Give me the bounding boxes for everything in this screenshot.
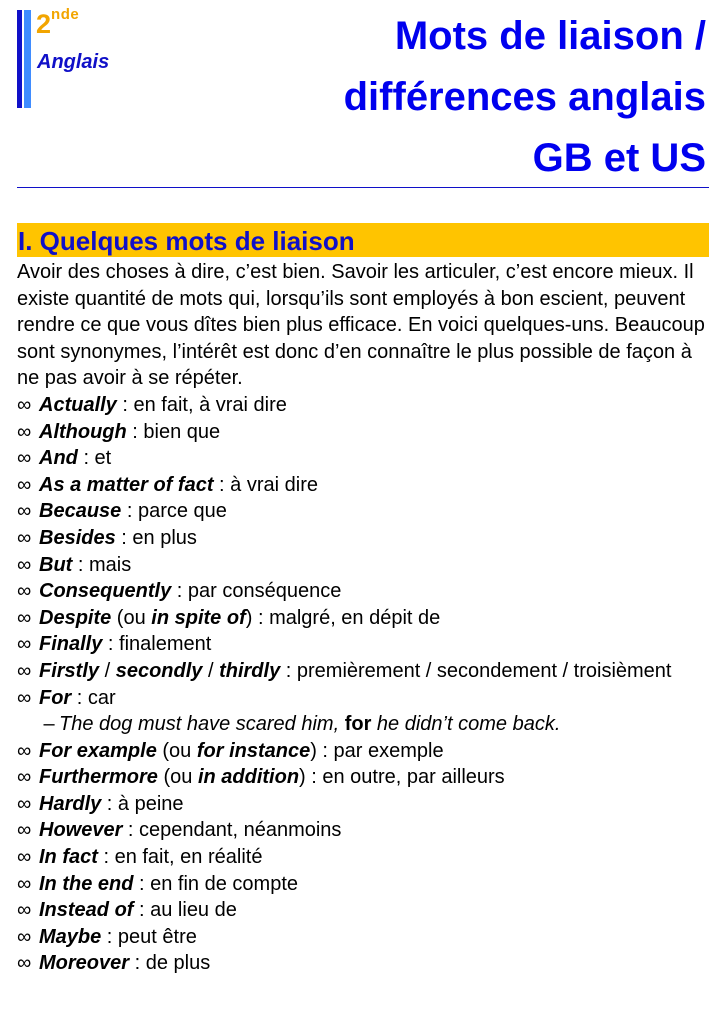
definition: ) : par exemple	[310, 739, 444, 762]
term: Firstly	[39, 659, 100, 682]
term: Maybe	[39, 925, 102, 948]
list-item	[17, 498, 709, 525]
infinity-bullet-icon: ∞	[17, 526, 32, 549]
title-divider	[17, 187, 709, 188]
term: And	[39, 447, 78, 470]
header-accent-bar-light	[24, 10, 31, 108]
infinity-bullet-icon: ∞	[17, 686, 32, 709]
term: Finally	[39, 633, 103, 656]
infinity-bullet-icon: ∞	[17, 846, 32, 869]
dash-icon: –	[43, 713, 55, 736]
grade-suffix: nde	[51, 6, 80, 23]
list-item	[17, 445, 709, 472]
definition: : au lieu de	[133, 899, 237, 922]
term: Furthermore	[39, 766, 158, 789]
infinity-bullet-icon: ∞	[17, 819, 32, 842]
title-line: Mots de liaison /	[394, 14, 706, 58]
definition: (ou	[111, 606, 152, 629]
infinity-bullet-icon: ∞	[17, 792, 32, 815]
term: for instance	[196, 739, 311, 762]
list-item	[17, 897, 709, 924]
infinity-bullet-icon: ∞	[17, 633, 32, 656]
definition: : de plus	[129, 952, 211, 975]
definition: : en fait, en réalité	[97, 846, 263, 869]
term: in addition	[197, 766, 300, 789]
subject-label: Anglais	[37, 51, 110, 73]
definition: : en plus	[115, 526, 197, 549]
list-item	[17, 658, 709, 685]
definition: : car	[71, 686, 116, 709]
list-item	[17, 844, 709, 871]
section-heading: I. Quelques mots de liaison	[17, 223, 709, 257]
term: In the end	[39, 872, 134, 895]
infinity-bullet-icon: ∞	[17, 739, 32, 762]
term: As a matter of fact	[39, 473, 214, 496]
definition: : cependant, néanmoins	[122, 819, 342, 842]
term: Moreover	[39, 952, 130, 975]
definition: : par conséquence	[171, 580, 342, 603]
header-accent-bar-dark	[17, 10, 22, 108]
separator: /	[202, 659, 220, 682]
infinity-bullet-icon: ∞	[17, 925, 32, 948]
definition: : finalement	[102, 633, 212, 656]
definition: : peut être	[101, 925, 197, 948]
list-item	[17, 419, 709, 446]
infinity-bullet-icon: ∞	[17, 420, 32, 443]
definition: ) : en outre, par ailleurs	[299, 766, 505, 789]
definition: : parce que	[121, 500, 227, 523]
term: Consequently	[39, 580, 172, 603]
example-sentence	[17, 711, 709, 738]
definition: : bien que	[126, 420, 221, 443]
example-text: The dog must have scared him,	[59, 713, 345, 736]
title-line: GB et US	[532, 136, 706, 180]
list-item	[17, 950, 709, 977]
linking-words-list	[17, 392, 709, 977]
definition: : et	[77, 447, 112, 470]
list-item	[17, 392, 709, 419]
term: Because	[39, 500, 122, 523]
infinity-bullet-icon: ∞	[17, 580, 32, 603]
infinity-bullet-icon: ∞	[17, 393, 32, 416]
definition: : à peine	[101, 792, 184, 815]
list-item	[17, 578, 709, 605]
definition: ) : malgré, en dépit de	[245, 606, 441, 629]
definition: : en fait, à vrai dire	[116, 393, 287, 416]
term: secondly	[115, 659, 203, 682]
term: Besides	[39, 526, 116, 549]
infinity-bullet-icon: ∞	[17, 473, 32, 496]
infinity-bullet-icon: ∞	[17, 659, 32, 682]
definition: : premièrement / secondement / troisièment	[280, 659, 672, 682]
list-item	[17, 764, 709, 791]
infinity-bullet-icon: ∞	[17, 500, 32, 523]
definition: : en fin de compte	[133, 872, 298, 895]
grade-label: 2nde	[36, 6, 80, 39]
definition: : à vrai dire	[213, 473, 318, 496]
term: For	[39, 686, 72, 709]
term: Despite	[39, 606, 112, 629]
infinity-bullet-icon: ∞	[17, 899, 32, 922]
intro-paragraph: Avoir des choses à dire, c’est bien. Savoir les articuler, c’est encore mieux. Il existe quantité de mots qui, lorsqu’ils sont employés à bon escient, peuvent rendre ce que vous dîtes bien plus efficace. En voici quelques-uns. Beaucoup sont synonymes, l’intérêt est donc d’en connaître le plus possible de façon à ne pas avoir à se répéter.	[17, 261, 705, 390]
infinity-bullet-icon: ∞	[17, 606, 32, 629]
term: In fact	[39, 846, 98, 869]
term: Although	[39, 420, 127, 443]
infinity-bullet-icon: ∞	[17, 952, 32, 975]
term: thirdly	[219, 659, 281, 682]
list-item	[17, 791, 709, 818]
infinity-bullet-icon: ∞	[17, 766, 32, 789]
list-item	[17, 552, 709, 579]
definition: (ou	[157, 766, 198, 789]
definition: : mais	[72, 553, 132, 576]
example-text: he didn’t come back.	[371, 713, 561, 736]
list-item	[17, 924, 709, 951]
page-title	[344, 6, 706, 189]
infinity-bullet-icon: ∞	[17, 872, 32, 895]
list-item	[17, 525, 709, 552]
term: For example	[39, 739, 157, 762]
list-item	[17, 738, 709, 765]
list-item	[17, 817, 709, 844]
title-line: différences anglais	[343, 75, 706, 119]
term: in spite of	[151, 606, 246, 629]
separator: /	[99, 659, 116, 682]
term: Instead of	[39, 899, 134, 922]
term: Actually	[39, 393, 117, 416]
list-item	[17, 472, 709, 499]
section-content	[17, 259, 709, 977]
list-item	[17, 605, 709, 632]
list-item	[17, 871, 709, 898]
list-item	[17, 631, 709, 658]
infinity-bullet-icon: ∞	[17, 447, 32, 470]
example-keyword: for	[344, 713, 372, 736]
infinity-bullet-icon: ∞	[17, 553, 32, 576]
definition: (ou	[156, 739, 197, 762]
term: However	[39, 819, 123, 842]
term: But	[39, 553, 73, 576]
term: Hardly	[39, 792, 102, 815]
list-item	[17, 685, 709, 712]
